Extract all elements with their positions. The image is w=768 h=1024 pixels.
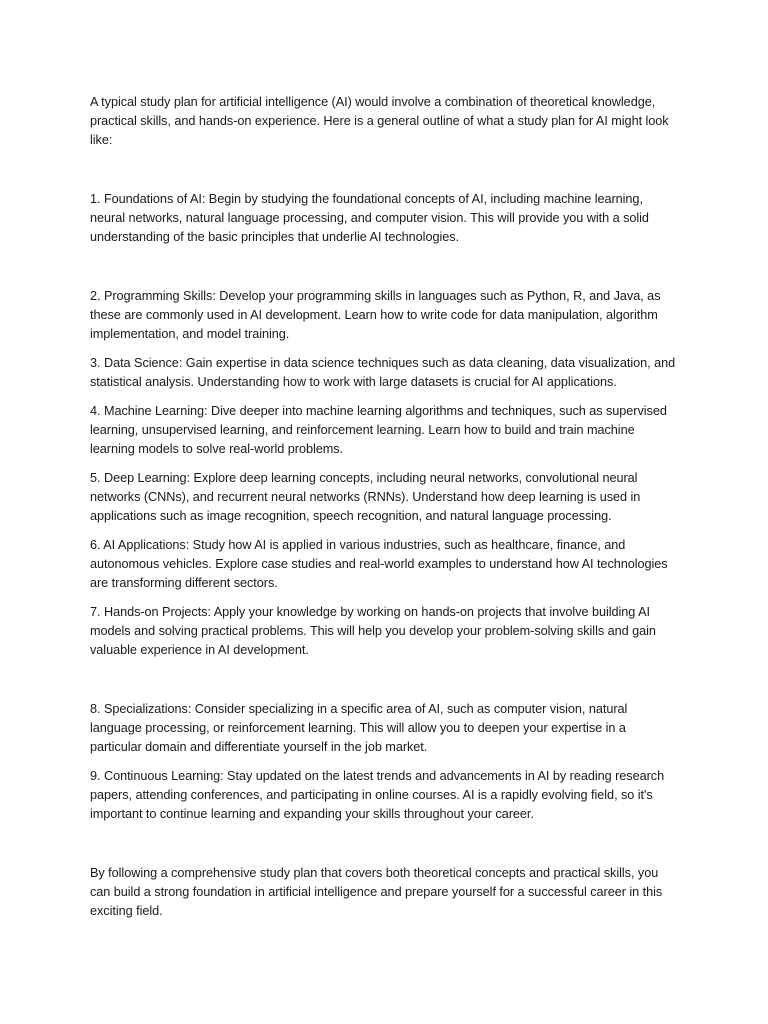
item-foundations: 1. Foundations of AI: Begin by studying the foundational concepts of AI, including machine learning, neural networks, natural language processing, and computer vision. This will provide you with a solid understanding of the basic principles that underlie AI technologies.	[90, 192, 649, 244]
item-programming-skills: 2. Programming Skills: Develop your programming skills in languages such as Python, R, and Java, as these are commonly used in AI development. Learn how to write code for data manipulation, algorithm implementation, and model training.	[90, 289, 661, 341]
item-machine-learning: 4. Machine Learning: Dive deeper into machine learning algorithms and techniques, such as supervised learning, unsupervised learning, and reinforcement learning. Learn how to build and train machine learning models to solve real-world problems.	[90, 404, 667, 456]
item-ai-applications: 6. AI Applications: Study how AI is applied in various industries, such as healthcare, finance, and autonomous vehicles. Explore case studies and real-world examples to understand how AI technologies are transforming different sectors.	[90, 538, 668, 590]
item-data-science: 3. Data Science: Gain expertise in data science techniques such as data cleaning, data visualization, and statistical analysis. Understanding how to work with large datasets is crucial for AI applications.	[90, 356, 676, 389]
item-hands-on-projects: 7. Hands-on Projects: Apply your knowledge by working on hands-on projects that involve building AI models and solving practical problems. This will help you develop your problem-solving skills and gain valuable experience in AI development.	[90, 605, 656, 657]
document-body	[90, 93, 680, 921]
item-deep-learning: 5. Deep Learning: Explore deep learning concepts, including neural networks, convolutional neural networks (CNNs), and recurrent neural networks (RNNs). Understand how deep learning is used in applications such as image recognition, speech recognition, and natural language processing.	[90, 471, 641, 523]
item-continuous-learning: 9. Continuous Learning: Stay updated on the latest trends and advancements in AI by reading research papers, attending conferences, and participating in online courses. AI is a rapidly evolving field, so it's important to continue learning and expanding your skills throughout your career.	[90, 769, 665, 821]
conclusion-paragraph: By following a comprehensive study plan that covers both theoretical concepts and practical skills, you can build a strong foundation in artificial intelligence and prepare yourself for a successful career in this exciting field.	[90, 866, 663, 918]
item-specializations: 8. Specializations: Consider specializing in a specific area of AI, such as computer vision, natural language processing, or reinforcement learning. This will allow you to deepen your expertise in a particular domain and differentiate yourself in the job market.	[90, 702, 628, 754]
intro-paragraph: A typical study plan for artificial intelligence (AI) would involve a combination of theoretical knowledge, practical skills, and hands-on experience. Here is a general outline of what a study plan for AI might look like:	[90, 95, 669, 147]
